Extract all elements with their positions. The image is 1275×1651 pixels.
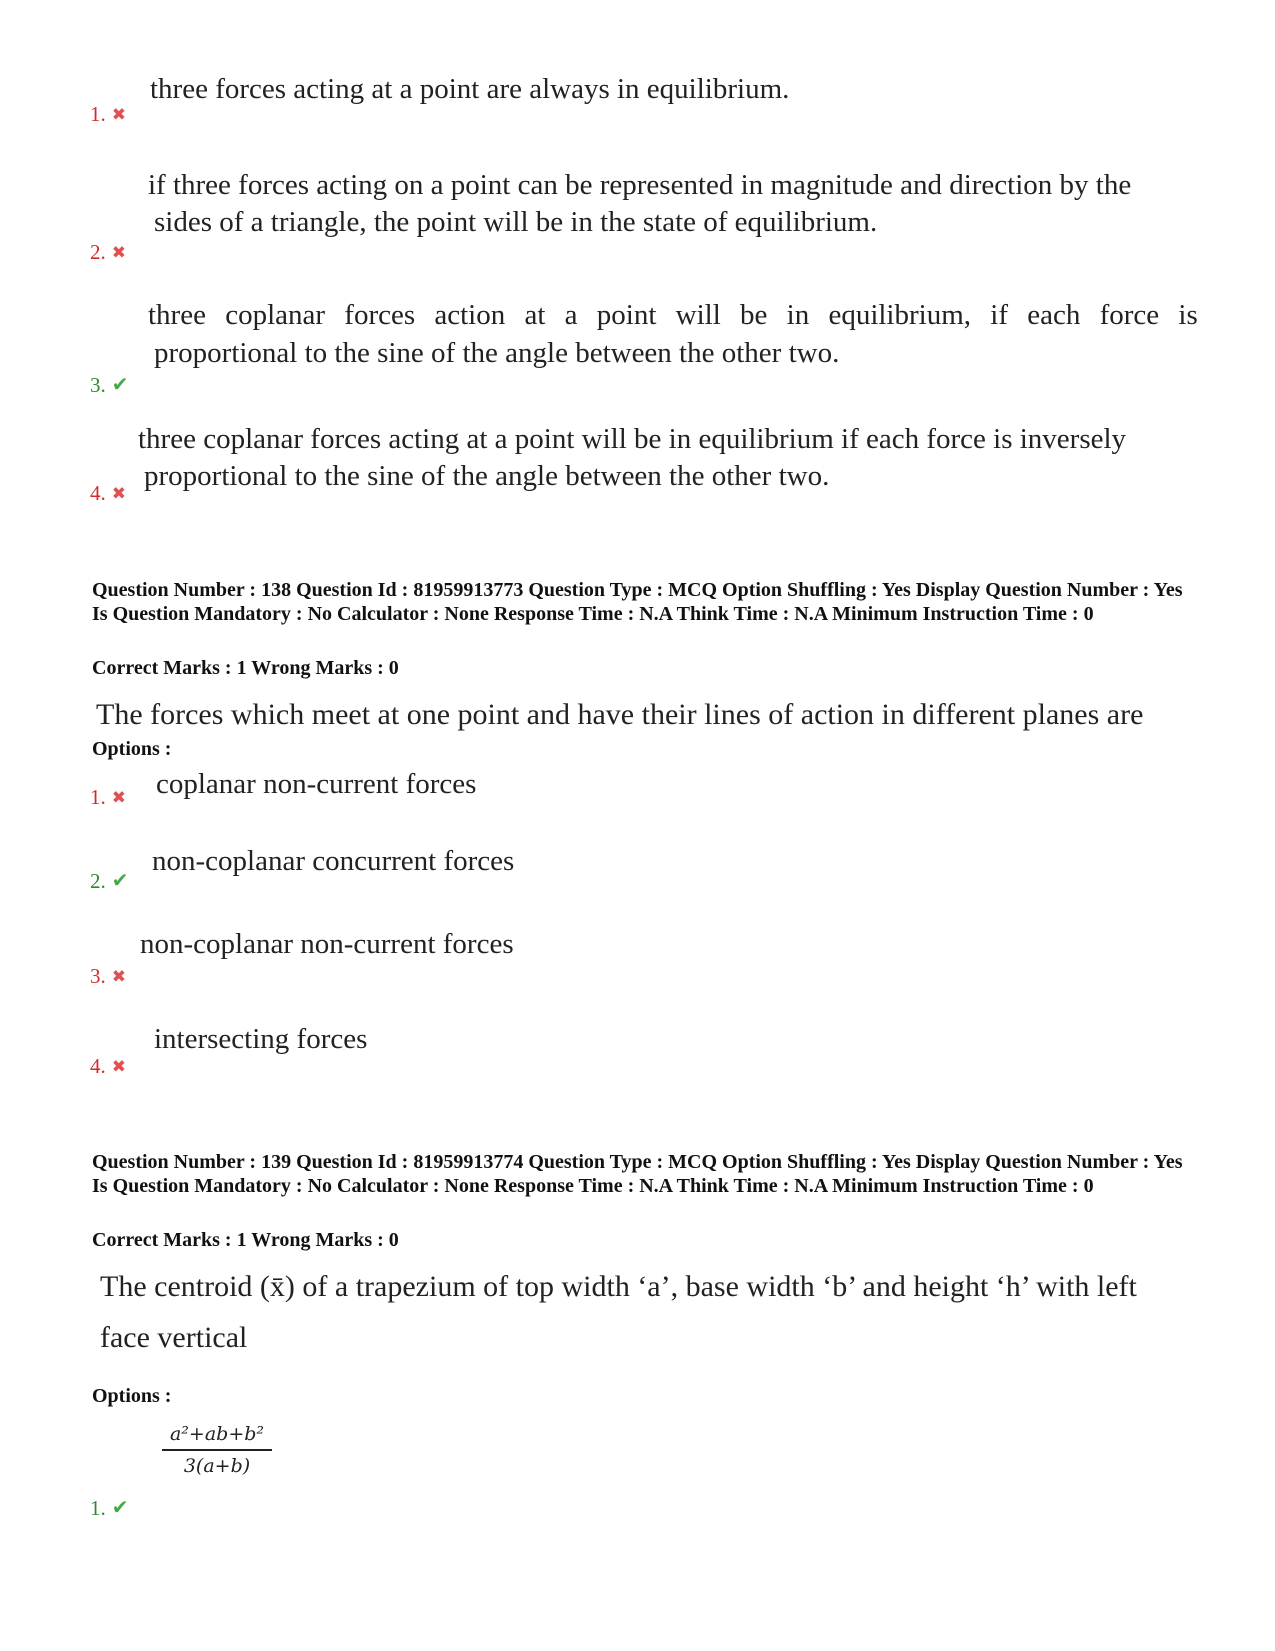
question-meta: Question Number : 139 Question Id : 81959913774 Question Type : MCQ Option Shuffling : Yes Display Question Number : Yes Is Question Mandatory : No Calculator : None Response Time : N.A Think Time : N.A Minimum Instruction Time : 0 bbox=[92, 1151, 1183, 1197]
cross-icon: ✖ bbox=[111, 967, 126, 986]
option-text: if three forces acting on a point can be represented in magnitude and direction by the bbox=[148, 169, 1132, 201]
question-meta: Question Number : 138 Question Id : 81959913773 Question Type : MCQ Option Shuffling : Yes Display Question Number : Yes Is Question Mandatory : No Calculator : None Response Time : N.A Think Time : N.A Minimum Instruction Time : 0 bbox=[92, 579, 1183, 625]
option-text: sides of a triangle, the point will be in the state of equilibrium. bbox=[154, 206, 878, 238]
option-text: proportional to the sine of the angle between the other two. bbox=[154, 337, 840, 369]
option-text: intersecting forces bbox=[154, 1023, 368, 1055]
check-icon: ✔ bbox=[111, 1497, 129, 1519]
option-number: 1. ✖ bbox=[90, 102, 126, 126]
option-text: coplanar non-current forces bbox=[156, 768, 477, 800]
option-text: three forces acting at a point are always in equilibrium. bbox=[150, 73, 790, 105]
question-text: The centroid (x̄) of a trapezium of top width ‘a’, base width ‘b’ and height ‘h’ with left bbox=[100, 1270, 1137, 1303]
option-number: 2. ✖ bbox=[90, 240, 126, 264]
option-text: non-coplanar concurrent forces bbox=[152, 845, 515, 877]
cross-icon: ✖ bbox=[111, 484, 126, 503]
question-text: The forces which meet at one point and have their lines of action in different planes are bbox=[96, 698, 1144, 731]
fraction-formula bbox=[162, 1423, 272, 1477]
option-number: 3. ✖ bbox=[90, 964, 126, 988]
option-number: 1. ✖ bbox=[90, 785, 126, 809]
cross-icon: ✖ bbox=[111, 105, 126, 124]
cross-icon: ✖ bbox=[111, 1057, 126, 1076]
question-marks: Correct Marks : 1 Wrong Marks : 0 bbox=[92, 657, 399, 679]
options-label: Options : bbox=[92, 1385, 172, 1407]
check-icon: ✔ bbox=[111, 870, 129, 892]
question-text: face vertical bbox=[100, 1321, 248, 1354]
option-text: non-coplanar non-current forces bbox=[140, 928, 514, 960]
option-number: 4. ✖ bbox=[90, 1054, 126, 1078]
cross-icon: ✖ bbox=[111, 788, 126, 807]
option-text: three coplanar forces action at a point will be in equilibrium, if each force is bbox=[148, 299, 1198, 331]
option-number: 4. ✖ bbox=[90, 481, 126, 505]
options-label: Options : bbox=[92, 738, 172, 760]
option-number: 2. ✔ bbox=[90, 869, 129, 893]
option-text: three coplanar forces acting at a point will be in equilibrium if each force is inversely bbox=[138, 423, 1127, 455]
cross-icon: ✖ bbox=[111, 243, 126, 262]
question-marks: Correct Marks : 1 Wrong Marks : 0 bbox=[92, 1229, 399, 1251]
fraction-denominator: 3(a+b) bbox=[183, 1455, 251, 1477]
option-number: 3. ✔ bbox=[90, 373, 129, 397]
check-icon: ✔ bbox=[111, 374, 129, 396]
option-number: 1. ✔ bbox=[90, 1496, 129, 1520]
fraction-numerator: a²+ab+b² bbox=[162, 1423, 272, 1451]
option-text: proportional to the sine of the angle between the other two. bbox=[144, 460, 830, 492]
